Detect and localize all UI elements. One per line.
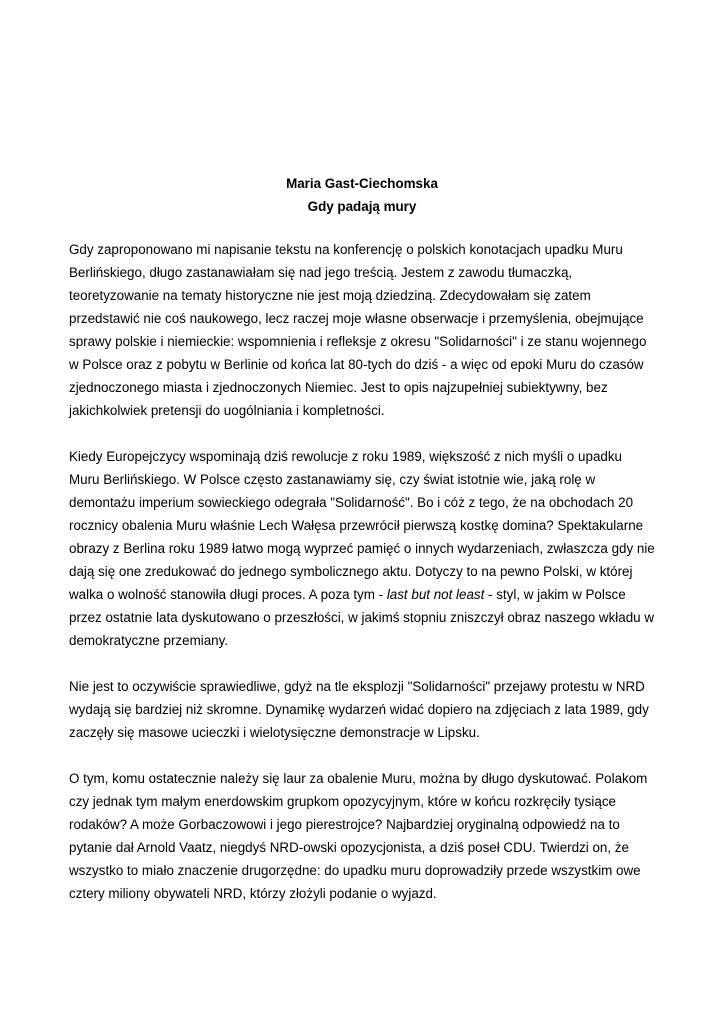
text-line: obrazy z Berlina roku 1989 łatwo mogą wyprzeć pamięć o innych wydarzeniach, zwłaszcza gdy nie <box>69 541 655 556</box>
text-line-with-italic <box>69 583 669 606</box>
text-line: przedstawić nie coś naukowego, lecz raczej moje własne obserwacje i przemyślenia, obejmujące <box>69 311 644 326</box>
text-line: jakichkolwiek pretensji do uogólniania i kompletności. <box>69 403 385 418</box>
text-line: Kiedy Europejczycy wspominają dziś rewolucje z roku 1989, większość z nich myśli o upadku <box>69 449 622 464</box>
paragraph-1 <box>69 238 669 422</box>
text-segment: walka o wolność stanowiła długi proces. A poza tym - <box>69 587 387 602</box>
text-line: cztery miliony obywateli NRD, którzy złożyli podanie o wyjazd. <box>69 886 437 901</box>
text-line: Gdy zaproponowano mi napisanie tekstu na konferencję o polskich konotacjach upadku Muru <box>69 242 623 257</box>
text-line: w Polsce oraz z pobytu w Berlinie od końca lat 80-tych do dziś - a więc od epoki Muru do czasów <box>69 357 644 372</box>
text-line: Nie jest to oczywiście sprawiedliwe, gdyż na tle eksplozji "Solidarności" przejawy protestu w NRD <box>69 679 645 694</box>
document-header <box>0 172 724 218</box>
text-line: demokratyczne przemiany. <box>69 633 229 648</box>
text-line: wszystko to miało znaczenie drugorzędne: do upadku muru doprowadziły przede wszystkim owe <box>69 863 641 878</box>
text-line: Muru Berlińskiego. W Polsce często zastanawiamy się, czy świat istotnie wie, jaką rolę w <box>69 472 596 487</box>
text-line: zjednoczonego miasta i zjednoczonych Niemiec. Jest to opis najzupełniej subiektywny, bez <box>69 380 608 395</box>
text-line: wydają się bardziej niż skromne. Dynamikę wydarzeń widać dopiero na zdjęciach z lata 1989, gdy <box>69 702 649 717</box>
document-body <box>69 238 669 928</box>
text-line: dają się one zredukować do jednego symbolicznego aktu. Dotyczy to na pewno Polski, w której <box>69 564 633 579</box>
author-name: Maria Gast-Ciechomska <box>286 176 438 191</box>
text-line: rocznicy obalenia Muru właśnie Lech Wałęsa przewrócił pierwszą kostkę domina? Spektakularne <box>69 518 644 533</box>
text-segment: - styl, w jakim w Polsce <box>484 587 626 602</box>
text-line: sprawy polskie i niemieckie: wspomnienia i refleksje z okresu "Solidarności" i ze stanu wojennego <box>69 334 647 349</box>
text-line: zaczęły się masowe ucieczki i wielotysięczne demonstracje w Lipsku. <box>69 725 480 740</box>
paragraph-2 <box>69 445 669 652</box>
text-line: pytanie dał Arnold Vaatz, niegdyś NRD-owski opozycjonista, a dziś poseł CDU. Twierdzi on, że <box>69 840 629 855</box>
text-line: rodaków? A może Gorbaczowowi i jego pierestrojce? Najbardziej oryginalną odpowiedź na to <box>69 817 620 832</box>
paragraph-4 <box>69 767 669 905</box>
paragraph-3 <box>69 675 669 744</box>
italic-phrase: last but not least <box>386 587 485 602</box>
text-line: demontażu imperium sowieckiego odegrała "Solidarność". Bo i cóż z tego, że na obchodach 20 <box>69 495 634 510</box>
text-line: teoretyzowanie na tematy historyczne nie jest moją dziedziną. Zdecydowałam się zatem <box>69 288 591 303</box>
text-line: czy jednak tym małym enerdowskim grupkom opozycyjnym, które w końcu rozkręciły tysiące <box>69 794 616 809</box>
document-title: Gdy padają mury <box>307 199 417 214</box>
text-line: przez ostatnie lata dyskutowano o przeszłości, w jakimś stopniu zniszczył obraz naszego wkładu w <box>69 610 654 625</box>
text-line: O tym, komu ostatecznie należy się laur za obalenie Muru, można by długo dyskutować. Polakom <box>69 771 648 786</box>
text-line: Berlińskiego, długo zastanawiałam się nad jego treścią. Jestem z zawodu tłumaczką, <box>69 265 573 280</box>
